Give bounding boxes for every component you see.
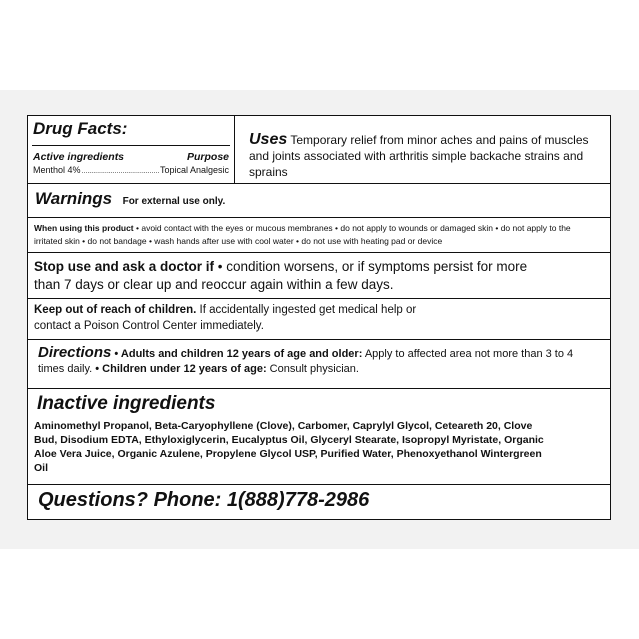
warnings-title: Warnings bbox=[35, 189, 113, 208]
warnings-header bbox=[35, 189, 617, 209]
warnings-subtitle: For external use only. bbox=[122, 196, 226, 207]
drug-facts-title: Drug Facts: bbox=[33, 119, 128, 138]
divider bbox=[28, 484, 610, 485]
when-using-text: • avoid contact with the eyes or mucous membranes • do not apply to wounds or damaged skin • do not apply to the irritated skin • do not bandage • wash hands after use with cool water • do not use with heating pad or device bbox=[34, 223, 571, 246]
uses-section bbox=[249, 132, 602, 180]
ingredient-purpose: Topical Analgesic bbox=[159, 165, 229, 175]
divider bbox=[28, 252, 610, 253]
drug-facts-rule bbox=[32, 145, 230, 146]
divider bbox=[28, 217, 610, 218]
when-using-section bbox=[34, 222, 594, 248]
directions-adults-label: • Adults and children 12 years of age and older: bbox=[111, 348, 363, 360]
uses-text: Temporary relief from minor aches and pains of muscles and joints associated with arthritis simple backache strains and sprains bbox=[249, 133, 589, 179]
ingredient-name: Menthol 4% bbox=[33, 165, 81, 175]
stop-use-section bbox=[34, 258, 534, 294]
divider bbox=[28, 183, 610, 184]
ingredient-line bbox=[33, 165, 229, 175]
stop-use-label: Stop use and ask a doctor if bbox=[34, 259, 215, 274]
directions-adults-text: Apply to affected area not more than 3 to 4 times daily. bbox=[38, 348, 574, 375]
active-ingredients-label: Active ingredients bbox=[33, 151, 125, 163]
divider bbox=[28, 388, 610, 389]
inactive-header bbox=[37, 393, 619, 415]
keep-out-section bbox=[34, 302, 444, 334]
purpose-label: Purpose bbox=[186, 151, 229, 163]
directions-title: Directions bbox=[38, 344, 112, 361]
divider bbox=[28, 298, 610, 299]
questions-section bbox=[38, 489, 620, 512]
keep-out-text: If accidentally ingested get medical help or contact a Poison Control Center immediately. bbox=[34, 304, 417, 332]
stop-use-text: • condition worsens, or if symptoms persist for more than 7 days or clear up and reoccur again within a few days. bbox=[34, 259, 528, 292]
inactive-title: Inactive ingredients bbox=[37, 393, 216, 414]
inactive-text: Aminomethyl Propanol, Beta-Caryophyllene (Clove), Carbomer, Caprylyl Glycol, Ceteareth 20, Clove Bud, Disodium EDTA, Ethyloxiglycerin, Eucalyptus Oil, Glyceryl Stearate, Isopropyl Myristate, Organic Aloe Vera Juice, Organic Azulene, Propylene Glycol USP, Purified Water, Phenoxyethanol Wintergreen Oil bbox=[34, 420, 544, 474]
leader-dots bbox=[82, 165, 159, 175]
directions-section bbox=[38, 345, 578, 377]
when-using-label: When using this product bbox=[34, 223, 134, 233]
drug-facts-panel bbox=[27, 115, 611, 520]
directions-children-text: Consult physician. bbox=[266, 363, 359, 375]
uses-box bbox=[235, 116, 610, 183]
directions-children-label: • Children under 12 years of age: bbox=[92, 363, 267, 375]
uses-title: Uses bbox=[249, 131, 288, 148]
drug-facts-box bbox=[28, 116, 235, 183]
keep-out-label: Keep out of reach of children. bbox=[34, 304, 197, 316]
divider bbox=[28, 339, 610, 340]
questions-text: Questions? Phone: 1(888)778-2986 bbox=[38, 489, 370, 511]
